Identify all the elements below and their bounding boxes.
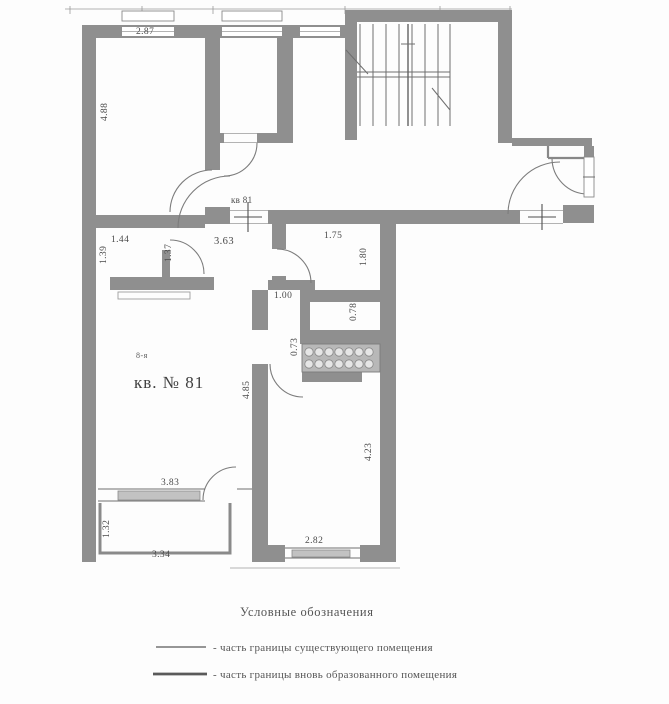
bottom-wall-right [360, 545, 396, 562]
room1-right-wall [205, 38, 220, 170]
corner-chunk [563, 205, 594, 223]
dim-bath-passage: 1.00 [274, 291, 293, 301]
corridor-bottom-wall [268, 210, 520, 224]
right-outer-wall [380, 224, 396, 562]
dim-small-hall-right: 1.37 [164, 243, 174, 262]
stair-left-wall [345, 22, 357, 140]
legend-label-existing: - часть границы существующего помещения [213, 642, 433, 654]
dim-kitchen-width: 2.82 [305, 536, 324, 546]
dim-toilet-height: 1.80 [359, 247, 369, 266]
dim-small-hall-width: 1.44 [111, 235, 130, 245]
legend-label-new: - часть границы вновь образованного помещения [213, 669, 458, 681]
bath-bottom-wall [300, 330, 380, 344]
dim-bath-width: 0.78 [349, 302, 359, 321]
dim-balcony-width: 3.34 [152, 550, 171, 560]
toilet-left-wall-upper [272, 224, 286, 249]
kitchen-divider-wall-lower [252, 364, 268, 545]
vent-bottom-wall [302, 372, 362, 382]
dim-top-room-height: 4.88 [100, 102, 110, 121]
dim-toilet-width: 1.75 [324, 231, 343, 241]
kitchen-divider-wall-upper [252, 290, 268, 330]
dim-balcony-door-width: 3.83 [161, 478, 180, 488]
room1-bottom-wall [82, 215, 205, 228]
apartment-number-label: кв. № 81 [134, 373, 205, 392]
apartment-sublabel: 8-я [136, 351, 148, 360]
dim-kitchen-height: 4.23 [364, 442, 374, 461]
dim-entry-hall-width: 3.63 [214, 236, 234, 247]
room2-bottom-wall [257, 133, 293, 143]
dim-balcony-depth: 1.32 [102, 519, 112, 538]
dim-vent-height: 0.73 [290, 337, 300, 356]
dim-small-hall-left: 1.39 [99, 245, 109, 264]
room2-bottom-stub [214, 133, 224, 143]
bath-top-wall [300, 290, 380, 302]
right-wall-stub [584, 146, 594, 158]
entrance-apartment-label: кв 81 [231, 195, 253, 205]
legend-title: Условные обозначения [240, 605, 374, 619]
room2-right-wall [277, 38, 293, 138]
corridor-top-wall [512, 138, 592, 146]
hall-bottom-wall [110, 277, 214, 290]
dim-top-room-width: 2.87 [136, 27, 155, 37]
vent-block [302, 344, 380, 372]
entrance-left-chunk [205, 207, 230, 224]
top-wall-windows [122, 27, 340, 36]
stair-right-wall [498, 10, 512, 143]
dim-living-wall-height: 4.85 [242, 380, 252, 399]
left-outer-wall [82, 25, 96, 562]
toilet-bottom-wall [268, 280, 315, 290]
stair-top-wall [345, 10, 512, 22]
bath-left-wall [300, 290, 310, 332]
bottom-wall-left [252, 545, 285, 562]
